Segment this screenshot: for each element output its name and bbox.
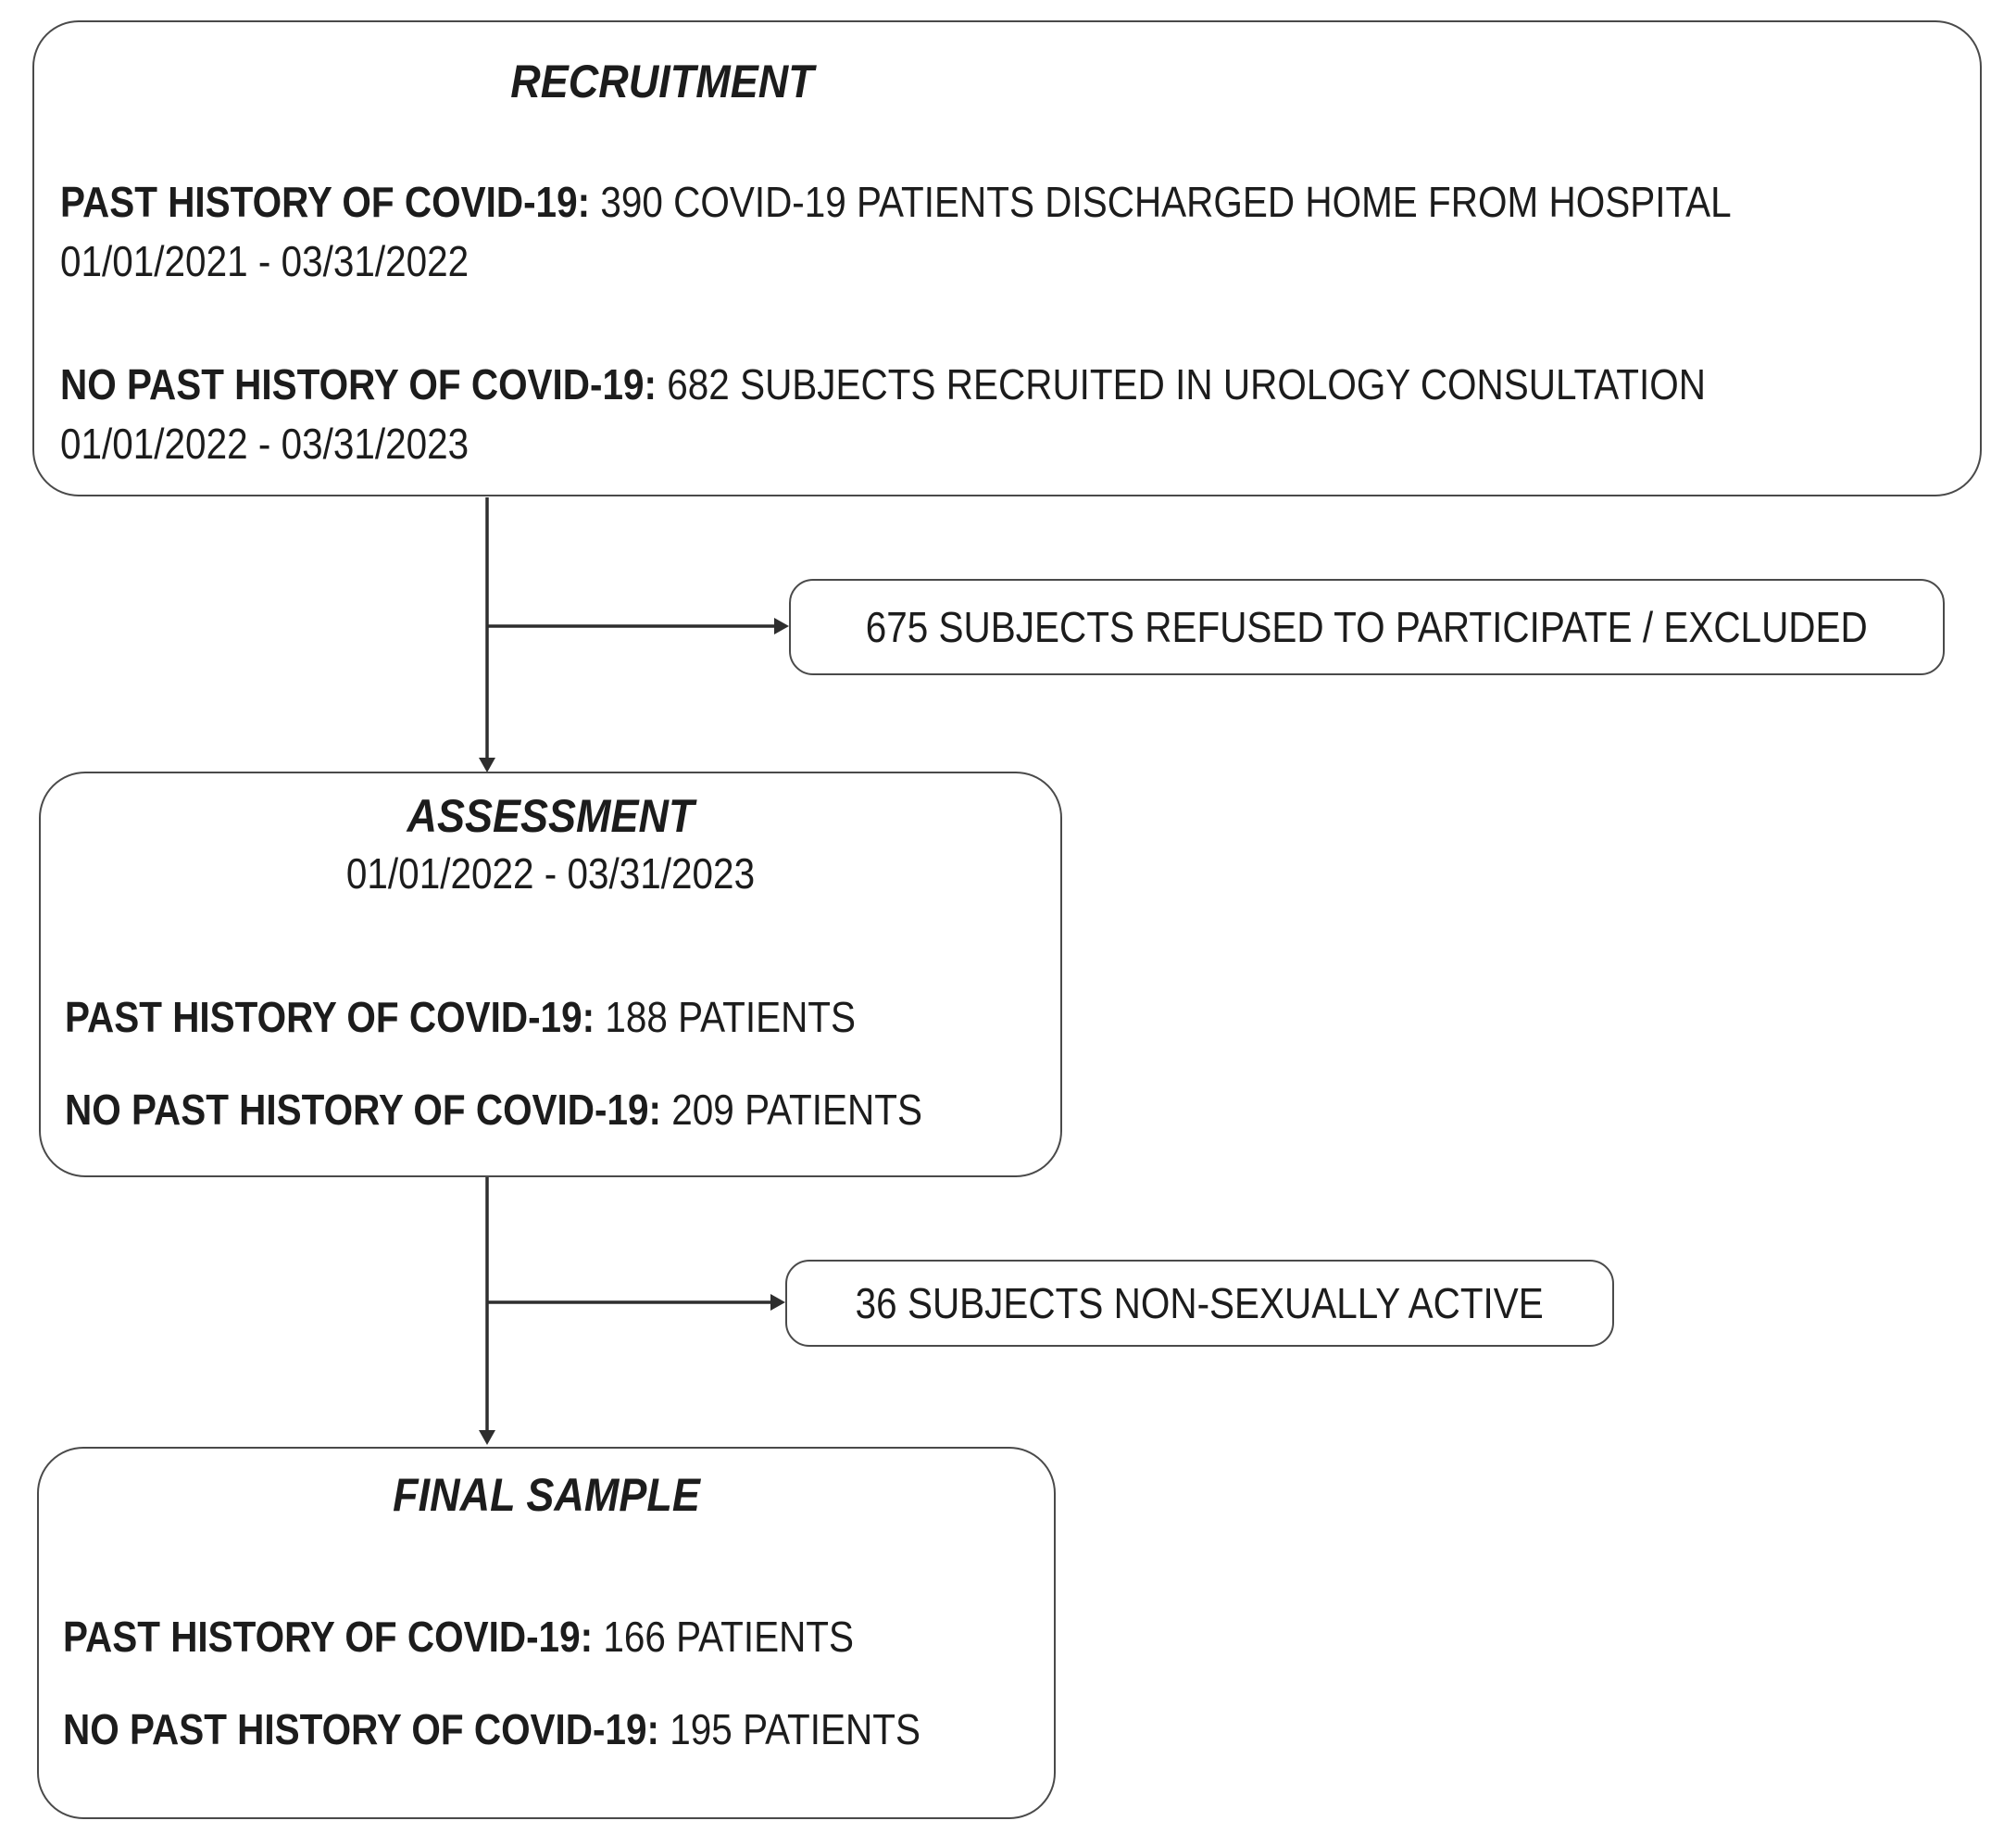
assessment-rows [65,987,1036,1139]
excluded-refused-box [789,579,1945,675]
assessment-past-history-label: PAST HISTORY OF COVID-19: [65,993,595,1041]
excluded-refused-text: 675 SUBJECTS REFUSED TO PARTICIPATE / EXCLUDED [865,603,1868,651]
final-no-past-history-row [63,1700,920,1759]
final-no-past-history-value: 195 PATIENTS [659,1705,920,1753]
assessment-title: ASSESSMENT [407,790,695,842]
arrowhead-down-1 [479,758,495,772]
final-sample-rows [63,1607,1030,1759]
final-no-past-history-label: NO PAST HISTORY OF COVID-19: [63,1705,660,1753]
arrowhead-right-2 [770,1294,785,1311]
assessment-box [39,772,1062,1177]
assessment-past-history-value: 188 PATIENTS [595,993,857,1041]
final-sample-title: FINAL SAMPLE [393,1469,700,1521]
final-past-history-label: PAST HISTORY OF COVID-19: [63,1613,594,1661]
final-sample-box [37,1447,1056,1819]
assessment-date-range: 01/01/2022 - 03/31/2023 [345,849,756,898]
final-past-history-row [63,1607,914,1666]
past-history-text: 390 COVID-19 PATIENTS DISCHARGED HOME FROM HOSPITAL [590,178,1732,226]
final-past-history-value: 166 PATIENTS [593,1613,855,1661]
no-past-history-label: NO PAST HISTORY OF COVID-19: [60,360,657,408]
arrowhead-right-1 [774,618,789,634]
assessment-past-history-row [65,987,920,1047]
assessment-no-past-history-value: 209 PATIENTS [661,1086,922,1134]
assessment-no-past-history-label: NO PAST HISTORY OF COVID-19: [65,1086,662,1134]
recruitment-no-past-history-group [60,355,1954,473]
recruitment-box [32,20,1982,496]
arrowhead-down-2 [479,1430,495,1445]
non-sexually-active-text: 36 SUBJECTS NON-SEXUALLY ACTIVE [855,1279,1545,1327]
non-sexually-active-box [785,1260,1614,1347]
recruitment-past-history-group [60,172,1954,291]
no-past-history-date-range: 01/01/2022 - 03/31/2023 [60,420,470,468]
recruitment-title: RECRUITMENT [510,56,814,107]
past-history-date-range: 01/01/2021 - 03/31/2022 [60,237,470,285]
past-history-label: PAST HISTORY OF COVID-19: [60,178,591,226]
no-past-history-text: 682 SUBJECTS RECRUITED IN UROLOGY CONSULTATION [657,360,1706,408]
assessment-no-past-history-row [65,1080,920,1139]
